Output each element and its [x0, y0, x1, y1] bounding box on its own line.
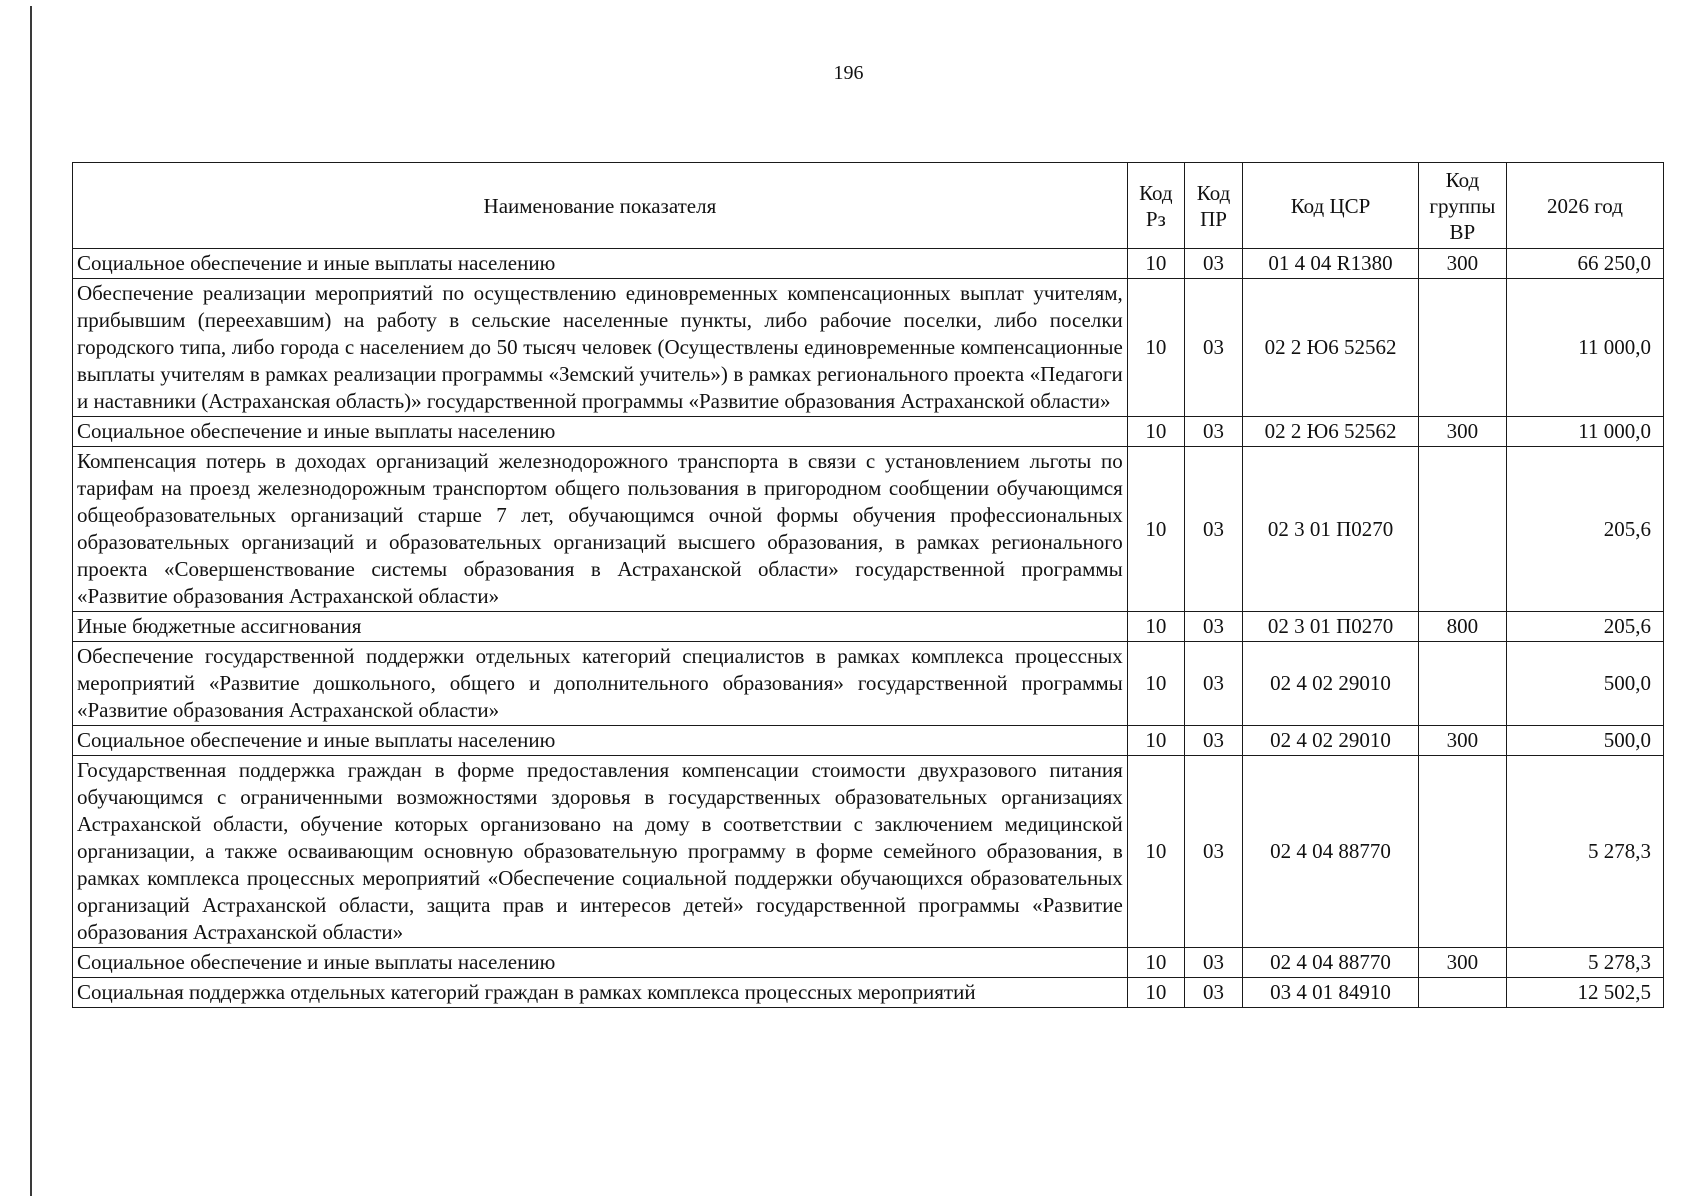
- row-value: 5 278,3: [1506, 948, 1663, 978]
- table-row: [73, 417, 1664, 447]
- header-csr: Код ЦСР: [1243, 163, 1419, 249]
- row-name: Компенсация потерь в доходах организаций железнодорожного транспорта в связи с установлением льготы по тарифам на проезд железнодорожным транспортом общего пользования в пригородном сообщении обучающимся общеобразовательных организаций старше 7 лет, обучающимся очной формы обучения профессиональных образовательных организаций и образовательных организаций высшего образования, в рамках регионального проекта «Совершенствование системы образования в Астраханской области» государственной программы «Развитие образования Астраханской области»: [73, 447, 1128, 612]
- row-vr: 300: [1418, 417, 1506, 447]
- row-value: 205,6: [1506, 612, 1663, 642]
- table-row: [73, 948, 1664, 978]
- row-rz: 10: [1127, 249, 1184, 279]
- row-pr: 03: [1184, 948, 1242, 978]
- budget-table: [72, 162, 1664, 1008]
- row-name: Социальное обеспечение и иные выплаты населению: [73, 726, 1128, 756]
- header-name: Наименование показателя: [73, 163, 1128, 249]
- row-vr: [1418, 978, 1506, 1008]
- row-csr: 03 4 01 84910: [1243, 978, 1419, 1008]
- table-row: [73, 726, 1664, 756]
- row-pr: 03: [1184, 249, 1242, 279]
- row-value: 205,6: [1506, 447, 1663, 612]
- table-row: [73, 642, 1664, 726]
- row-rz: 10: [1127, 642, 1184, 726]
- row-value: 500,0: [1506, 642, 1663, 726]
- row-name: Социальное обеспечение и иные выплаты населению: [73, 948, 1128, 978]
- row-vr: [1418, 279, 1506, 417]
- row-value: 12 502,5: [1506, 978, 1663, 1008]
- row-rz: 10: [1127, 756, 1184, 948]
- row-rz: 10: [1127, 447, 1184, 612]
- row-value: 66 250,0: [1506, 249, 1663, 279]
- row-name: Обеспечение государственной поддержки отдельных категорий специалистов в рамках комплекса процессных мероприятий «Развитие дошкольного, общего и дополнительного образования» государственной программы «Развитие образования Астраханской области»: [73, 642, 1128, 726]
- row-vr: 300: [1418, 249, 1506, 279]
- row-csr: 01 4 04 R1380: [1243, 249, 1419, 279]
- row-value: 11 000,0: [1506, 417, 1663, 447]
- row-pr: 03: [1184, 417, 1242, 447]
- row-vr: 300: [1418, 726, 1506, 756]
- row-pr: 03: [1184, 642, 1242, 726]
- row-pr: 03: [1184, 726, 1242, 756]
- row-csr: 02 4 04 88770: [1243, 948, 1419, 978]
- binding-edge-line: [30, 6, 32, 1196]
- row-pr: 03: [1184, 279, 1242, 417]
- row-name: Государственная поддержка граждан в форме предоставления компенсации стоимости двухразового питания обучающимся с ограниченными возможностями здоровья в государственных образовательных организациях Астраханской области, обучение которых организовано на дому в соответствии с заключением медицинской организации, а также осваивающим основную образовательную программу в форме семейного образования, в рамках комплекса процессных мероприятий «Обеспечение социальной поддержки обучающихся образовательных организаций Астраханской области, защита прав и интересов детей» государственной программы «Развитие образования Астраханской области»: [73, 756, 1128, 948]
- row-csr: 02 4 02 29010: [1243, 726, 1419, 756]
- row-name: Иные бюджетные ассигнования: [73, 612, 1128, 642]
- table-header-row: [73, 163, 1664, 249]
- row-vr: [1418, 447, 1506, 612]
- table-row: [73, 756, 1664, 948]
- row-csr: 02 2 Ю6 52562: [1243, 417, 1419, 447]
- row-vr: 800: [1418, 612, 1506, 642]
- table-row: [73, 447, 1664, 612]
- row-rz: 10: [1127, 978, 1184, 1008]
- row-csr: 02 3 01 П0270: [1243, 447, 1419, 612]
- table-row: [73, 249, 1664, 279]
- table-row: [73, 978, 1664, 1008]
- row-rz: 10: [1127, 612, 1184, 642]
- header-pr: Код ПР: [1184, 163, 1242, 249]
- row-csr: 02 2 Ю6 52562: [1243, 279, 1419, 417]
- row-csr: 02 4 02 29010: [1243, 642, 1419, 726]
- row-value: 5 278,3: [1506, 756, 1663, 948]
- page-number: 196: [833, 62, 864, 84]
- row-pr: 03: [1184, 978, 1242, 1008]
- row-name: Обеспечение реализации мероприятий по осуществлению единовременных компенсационных выплат учителям, прибывшим (переехавшим) на работу в сельские населенные пункты, либо рабочие поселки, либо поселки городского типа, либо города с населением до 50 тысяч человек (Осуществлены единовременные компенсационные выплаты учителям в рамках реализации программы «Земский учитель») в рамках регионального проекта «Педагоги и наставники (Астраханская область)» государственной программы «Развитие образования Астраханской области»: [73, 279, 1128, 417]
- header-vr: Код группы ВР: [1418, 163, 1506, 249]
- header-year: 2026 год: [1506, 163, 1663, 249]
- row-rz: 10: [1127, 279, 1184, 417]
- row-rz: 10: [1127, 948, 1184, 978]
- row-name: Социальное обеспечение и иные выплаты населению: [73, 417, 1128, 447]
- row-csr: 02 3 01 П0270: [1243, 612, 1419, 642]
- row-pr: 03: [1184, 447, 1242, 612]
- table-row: [73, 612, 1664, 642]
- row-name: Социальное обеспечение и иные выплаты населению: [73, 249, 1128, 279]
- row-value: 11 000,0: [1506, 279, 1663, 417]
- row-vr: [1418, 756, 1506, 948]
- row-rz: 10: [1127, 417, 1184, 447]
- header-rz: Код Рз: [1127, 163, 1184, 249]
- row-name: Социальная поддержка отдельных категорий граждан в рамках комплекса процессных мероприятий: [73, 978, 1128, 1008]
- row-pr: 03: [1184, 756, 1242, 948]
- row-pr: 03: [1184, 612, 1242, 642]
- row-rz: 10: [1127, 726, 1184, 756]
- row-vr: 300: [1418, 948, 1506, 978]
- table-row: [73, 279, 1664, 417]
- row-csr: 02 4 04 88770: [1243, 756, 1419, 948]
- row-value: 500,0: [1506, 726, 1663, 756]
- row-vr: [1418, 642, 1506, 726]
